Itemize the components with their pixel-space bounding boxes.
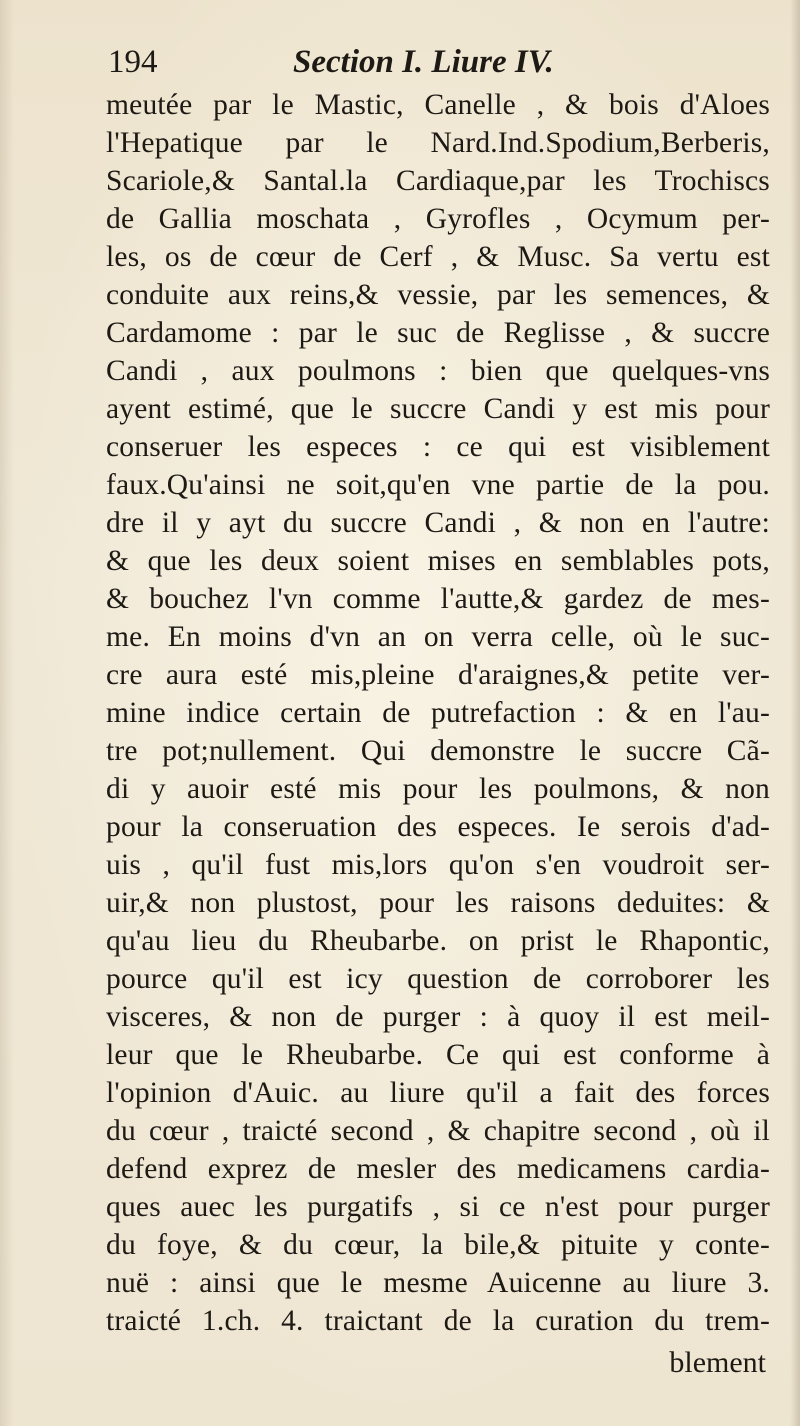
text-line: Candi , aux poulmons : bien que quelques-vns bbox=[106, 355, 770, 387]
text-line: defend exprez de mesler des medicamens cardia- bbox=[106, 1153, 770, 1185]
text-line: ayent estimé, que le succre Candi y est mis pour bbox=[106, 393, 770, 425]
text-line: mine indice certain de putrefaction : & en l'au- bbox=[106, 697, 770, 729]
page-number: 194 bbox=[108, 44, 158, 80]
text-line: les, os de cœur de Cerf , & Musc. Sa vertu est bbox=[106, 241, 770, 273]
text-line: du cœur , traicté second , & chapitre second , où il bbox=[106, 1115, 770, 1147]
text-line: pour la conseruation des especes. Ie serois d'ad- bbox=[106, 811, 770, 843]
page-header bbox=[108, 44, 768, 90]
text-line: visceres, & non de purger : à quoy il est meil- bbox=[106, 1001, 770, 1033]
text-line: pource qu'il est icy question de corroborer les bbox=[106, 963, 770, 995]
body-text bbox=[106, 86, 770, 1340]
running-head: Section I. Liure IV. bbox=[293, 44, 554, 80]
text-line: & bouchez l'vn comme l'autte,& gardez de mes- bbox=[106, 583, 770, 615]
text-line: meutée par le Mastic, Canelle , & bois d'Aloes bbox=[106, 89, 770, 121]
text-line: ques auec les purgatifs , si ce n'est pour purger bbox=[106, 1191, 770, 1223]
text-line: di y auoir esté mis pour les poulmons, & non bbox=[106, 773, 770, 805]
text-line: uis , qu'il fust mis,lors qu'on s'en voudroit ser- bbox=[106, 849, 770, 881]
text-line: nuë : ainsi que le mesme Auicenne au liure 3. bbox=[106, 1267, 770, 1299]
text-line: du foye, & du cœur, la bile,& pituite y conte- bbox=[106, 1229, 770, 1261]
text-line: l'opinion d'Auic. au liure qu'il a fait des forces bbox=[106, 1077, 770, 1109]
text-line: me. En moins d'vn an on verra celle, où le suc- bbox=[106, 621, 770, 653]
text-line: Scariole,& Santal.la Cardiaque,par les Trochiscs bbox=[106, 165, 770, 197]
text-line: Cardamome : par le suc de Reglisse , & succre bbox=[106, 317, 770, 349]
text-line: traicté 1.ch. 4. traictant de la curation du trem- bbox=[106, 1305, 770, 1337]
text-line: uir,& non plustost, pour les raisons deduites: & bbox=[106, 887, 770, 919]
text-line: conduite aux reins,& vessie, par les semences, & bbox=[106, 279, 770, 311]
text-line: conseruer les especes : ce qui est visiblement bbox=[106, 431, 770, 463]
text-line: & que les deux soient mises en semblables pots, bbox=[106, 545, 770, 577]
page-gutter-shadow bbox=[0, 0, 14, 1426]
text-line: leur que le Rheubarbe. Ce qui est conforme à bbox=[106, 1039, 770, 1071]
catchword: blement bbox=[669, 1346, 766, 1379]
page-edge-shadow bbox=[790, 0, 800, 1426]
text-line: cre aura esté mis,pleine d'araignes,& petite ver- bbox=[106, 659, 770, 691]
text-line: de Gallia moschata , Gyrofles , Ocymum per- bbox=[106, 203, 770, 235]
text-line: qu'au lieu du Rheubarbe. on prist le Rhapontic, bbox=[106, 925, 770, 957]
text-line: l'Hepatique par le Nard.Ind.Spodium,Berberis, bbox=[106, 127, 770, 159]
text-line: faux.Qu'ainsi ne soit,qu'en vne partie de la pou. bbox=[106, 469, 770, 501]
text-line: tre pot;nullement. Qui demonstre le succre Cã- bbox=[106, 735, 770, 767]
text-line: dre il y ayt du succre Candi , & non en l'autre: bbox=[106, 507, 770, 539]
